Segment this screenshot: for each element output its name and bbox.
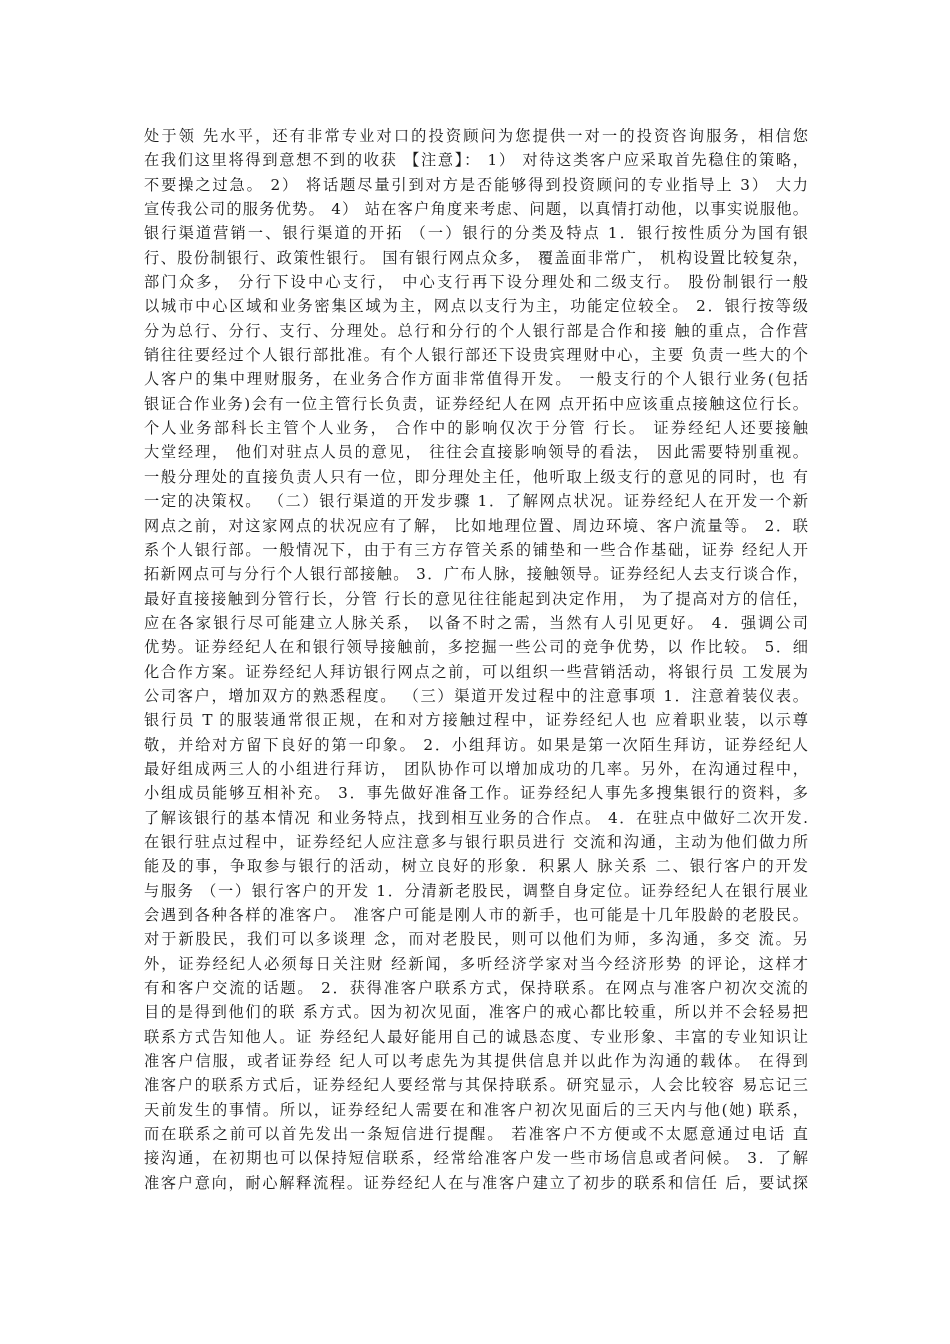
text-line: 有和客户交流的话题。 2．获得准客户联系方式，保持联系。在网点与准客户初次交流的 xyxy=(144,979,808,998)
text-line: 最好直接接触到分管行长，分管 行长的意见往往能起到决定作用， 为了提高对方的信任， xyxy=(144,589,808,608)
text-line: 联系方式告知他人。证 券经纪人最好能用自己的诚恳态度、专业形象、丰富的专业知识让 xyxy=(144,1027,808,1046)
text-line: 小组成员能够互相补充。 3．事先做好准备工作。证券经纪人事先多搜集银行的资料，多 xyxy=(144,784,808,803)
text-line: 公司客户，增加双方的熟悉程度。 （三）渠道开发过程中的注意事项 1．注意着装仪表。 xyxy=(144,686,808,705)
text-line: 与服务 （一）银行客户的开发 1．分清新老股民，调整自身定位。证券经纪人在银行展业 xyxy=(144,881,808,900)
text-line: 准客户信服，或者证券经 纪人可以考虑先为其提供信息并以此作为沟通的载体。 在得到 xyxy=(144,1052,808,1071)
text-line: 银证合作业务)会有一位主管行长负责，证券经纪人在网 点开拓中应该重点接触这位行长。 xyxy=(144,394,808,413)
text-line: 优势。证券经纪人在和银行领导接触前，多挖掘一些公司的竞争优势，以 作比较。 5．细 xyxy=(144,638,808,657)
text-line: 外，证券经纪人必须每日关注财 经新闻，多听经济学家对当今经济形势 的评论，这样才 xyxy=(144,954,808,973)
text-line: 拓新网点可与分行个人银行部接触。 3．广布人脉，接触领导。证券经纪人去支行谈合作， xyxy=(144,565,808,584)
text-line: 在银行驻点过程中，证券经纪人应注意多与银行职员进行 交流和沟通，主动为他们做力所 xyxy=(144,832,808,851)
text-line: 天前发生的事情。所以，证券经纪人需要在和准客户初次见面后的三天内与他(她) 联系， xyxy=(144,1100,808,1119)
text-line: 人客户的集中理财服务，在业务合作方面非常值得开发。 一般支行的个人银行业务(包括 xyxy=(144,370,808,389)
text-line: 一般分理处的直接负责人只有一位，即分理处主任，他听取上级支行的意见的同时，也 有 xyxy=(144,467,808,486)
text-line: 大堂经理， 他们对驻点人员的意见， 往往会直接影响领导的看法， 因此需要特别重视。 xyxy=(144,443,808,462)
text-line: 而在联系之前可以首先发出一条短信进行提醒。 若准客户不方便或不太愿意通过电话 直 xyxy=(144,1125,808,1144)
text-line: 准客户的联系方式后，证券经纪人要经常与其保持联系。研究显示，人会比较容 易忘记三 xyxy=(144,1076,808,1095)
text-line: 能及的事，争取参与银行的活动，树立良好的形象．积累人 脉关系 二、银行客户的开发 xyxy=(144,857,808,876)
text-line: 以城市中心区域和业务密集区域为主，网点以支行为主，功能定位较全。 2．银行按等级 xyxy=(144,297,808,316)
text-line: 目的是得到他们的联 系方式。因为初次见面，准客户的戒心都比较重，所以并不会轻易把 xyxy=(144,1003,808,1022)
text-line: 系个人银行部。一般情况下，由于有三方存管关系的铺垫和一些合作基础，证券 经纪人开 xyxy=(144,540,808,559)
text-line: 部门众多， 分行下设中心支行， 中心支行再下设分理处和二级支行。 股份制银行一般 xyxy=(144,273,808,292)
body-text xyxy=(144,124,808,1195)
text-line: 化合作方案。证券经纪人拜访银行网点之前，可以组织一些营销活动，将银行员 工发展为 xyxy=(144,662,808,681)
text-line: 宣传我公司的服务优势。 4） 站在客户角度来考虑、问题，以真情打动他，以事实说服他。 xyxy=(144,200,808,219)
text-line: 行、股份制银行、政策性银行。 国有银行网点众多， 覆盖面非常广， 机构设置比较复杂， xyxy=(144,248,808,267)
text-line: 应在各家银行尽可能建立人脉关系， 以备不时之需，当然有人引见更好。 4．强调公司 xyxy=(144,613,808,632)
text-line: 会遇到各种各样的准客户。 准客户可能是刚人市的新手，也可能是十几年股龄的老股民。 xyxy=(144,906,808,924)
text-line: 不要操之过急。 2） 将话题尽量引到对方是否能够得到投资顾问的专业指导上 3） 大力 xyxy=(144,175,808,194)
text-line: 分为总行、分行、支行、分理处。总行和分行的个人银行部是合作和接 触的重点，合作营 xyxy=(144,321,808,340)
text-line: 网点之前，对这家网点的状况应有了解， 比如地理位置、周边环境、客户流量等。 2．联 xyxy=(144,516,808,535)
text-line: 对于新股民，我们可以多谈理 念，而对老股民，则可以他们为师，多沟通，多交 流。另 xyxy=(144,930,808,949)
text-line: 处于领 先水平，还有非常专业对口的投资顾问为您提供一对一的投资咨询服务，相信您 xyxy=(144,127,808,145)
text-line: 银行渠道营销一、银行渠道的开拓 （一）银行的分类及特点 1．银行按性质分为国有银 xyxy=(144,224,808,243)
text-line: 了解该银行的基本情况 和业务特点，找到相互业务的合作点。 4．在驻点中做好二次开发. xyxy=(144,808,808,827)
text-line: 接沟通，在初期也可以保持短信联系，经常给准客户发一些市场信息或者问候。 3．了解 xyxy=(144,1149,808,1168)
text-line: 销往往要经过个人银行部批准。有个人银行部还下设贵宾理财中心，主要 负责一些大的个 xyxy=(144,346,808,365)
text-line: 个人业务部科长主管个人业务， 合作中的影响仅次于分管 行长。 证券经纪人还要接触 xyxy=(144,419,808,438)
text-line: 银行员 T 的服装通常很正规，在和对方接触过程中，证券经纪人也 应着职业装，以示尊 xyxy=(144,711,808,730)
text-line: 最好组成两三人的小组进行拜访， 团队协作可以增加成功的几率。另外，在沟通过程中， xyxy=(144,759,808,778)
text-line: 准客户意向，耐心解释流程。证券经纪人在与准客户建立了初步的联系和信任 后，要试探 xyxy=(144,1173,808,1192)
text-line: 在我们这里将得到意想不到的收获 【注意】： 1） 对待这类客户应采取首先稳住的策略， xyxy=(144,151,808,170)
text-line: 一定的决策权。 （二）银行渠道的开发步骤 1．了解网点状况。证券经纪人在开发一个新 xyxy=(144,492,808,511)
text-line: 敬，并给对方留下良好的第一印象。 2．小组拜访。如果是第一次陌生拜访，证券经纪人 xyxy=(144,735,808,754)
